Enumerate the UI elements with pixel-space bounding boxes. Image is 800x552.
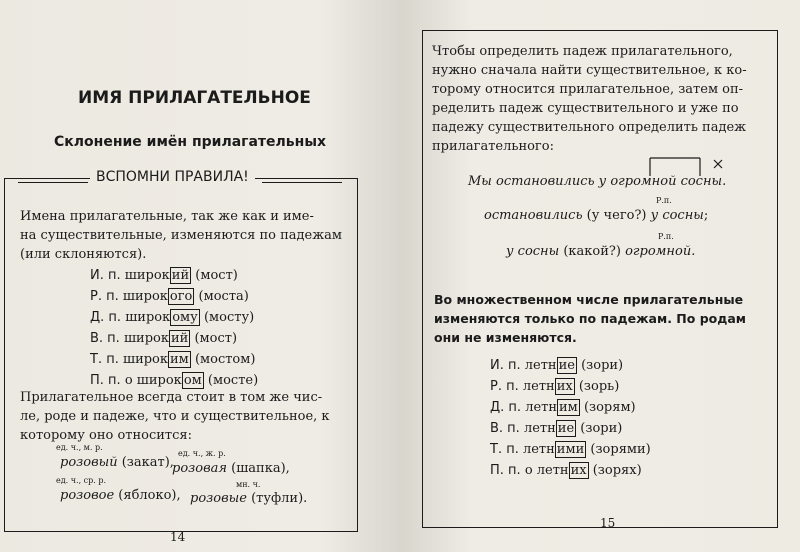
- ending-box: ими: [556, 442, 585, 457]
- case-row: П. п. о летн их (зорях): [490, 463, 642, 478]
- case-row: И. п. летн ие (зори): [490, 358, 624, 373]
- ending-box: ие: [558, 358, 575, 373]
- ending-box: ий: [171, 331, 189, 346]
- example-note: ед. ч., м. р.: [56, 443, 103, 452]
- example-note: ед. ч., ср. р.: [56, 476, 107, 485]
- example-line: розовая (шапка),: [172, 461, 290, 476]
- ending-box: им: [559, 400, 578, 415]
- example-sentence: Мы остановились у огромной сосны.: [468, 174, 727, 189]
- case-row: Р. п. летн их (зорь): [490, 379, 620, 394]
- declension-table-singular: [90, 265, 258, 391]
- case-row: Т. п. широк им (мостом): [90, 352, 256, 367]
- ending-box: их: [556, 379, 573, 394]
- rule-box-heading: ВСПОМНИ ПРАВИЛА!: [90, 169, 255, 185]
- case-row: Т. п. летн ими (зорями): [490, 442, 651, 457]
- intro-text: Чтобы определить падеж прилагательного, нужно сначала найти существительное, к ко- торому относится прилагательное, затем оп- ределить падеж существительного и уже по падежу существительного определить падеж прилагательного:: [432, 44, 747, 154]
- rule-heading-line-left: [18, 182, 88, 183]
- page-number: 15: [600, 516, 616, 530]
- section-subtitle: Склонение имён прилагательных: [54, 134, 327, 150]
- ending-box: ом: [183, 373, 202, 388]
- case-row: Д. п. летн им (зорям): [490, 400, 636, 415]
- example-line: розовый (закат),: [60, 455, 174, 470]
- case-row: Д. п. широк ому (мосту): [90, 310, 255, 325]
- case-row: В. п. широк ий (мост): [90, 331, 238, 346]
- page-number: 14: [170, 530, 186, 544]
- ending-box: им: [170, 352, 189, 367]
- case-label: Р.п.: [658, 232, 674, 241]
- case-row: В. п. летн ие (зори): [490, 421, 623, 436]
- ending-box: ому: [172, 310, 198, 325]
- case-label: Р.п.: [656, 196, 672, 205]
- rule-heading-line-right: [262, 182, 342, 183]
- ending-box: ий: [171, 268, 190, 283]
- ending-box: их: [570, 463, 587, 478]
- agreement-rule-text: Прилагательное всегда стоит в том же чис- ле, роде и падеже, что и существительное, к которому оно относится:: [20, 390, 330, 443]
- right-page: [400, 0, 800, 552]
- example-step-1: остановились (у чего?) у сосны;: [484, 208, 709, 223]
- case-row: П. п. о широк ом (мосте): [90, 373, 259, 388]
- case-row: Р. п. широк ого (моста): [90, 289, 249, 304]
- ending-box: ие: [557, 421, 575, 436]
- plural-rule: Во множественном числе прилагательные изменяются только по падежам. По родам они не изменяются.: [434, 292, 746, 345]
- page-title: ИМЯ ПРИЛАГАТЕЛЬНОЕ: [78, 88, 311, 108]
- example-note: мн. ч.: [236, 480, 261, 489]
- example-line: розовое (яблоко),: [60, 488, 181, 503]
- case-row: И. п. широк ий (мост): [90, 268, 238, 283]
- rule-text: Имена прилагательные, так же как и име- на существительные, изменяются по падежам (или склоняются).: [20, 209, 343, 262]
- example-step-2: у сосны (какой?) огромной.: [506, 244, 696, 259]
- ending-box: ого: [169, 289, 193, 304]
- declension-table-plural: [490, 355, 651, 481]
- example-line: розовые (туфли).: [190, 491, 308, 506]
- example-note: ед. ч., ж. р.: [178, 449, 226, 458]
